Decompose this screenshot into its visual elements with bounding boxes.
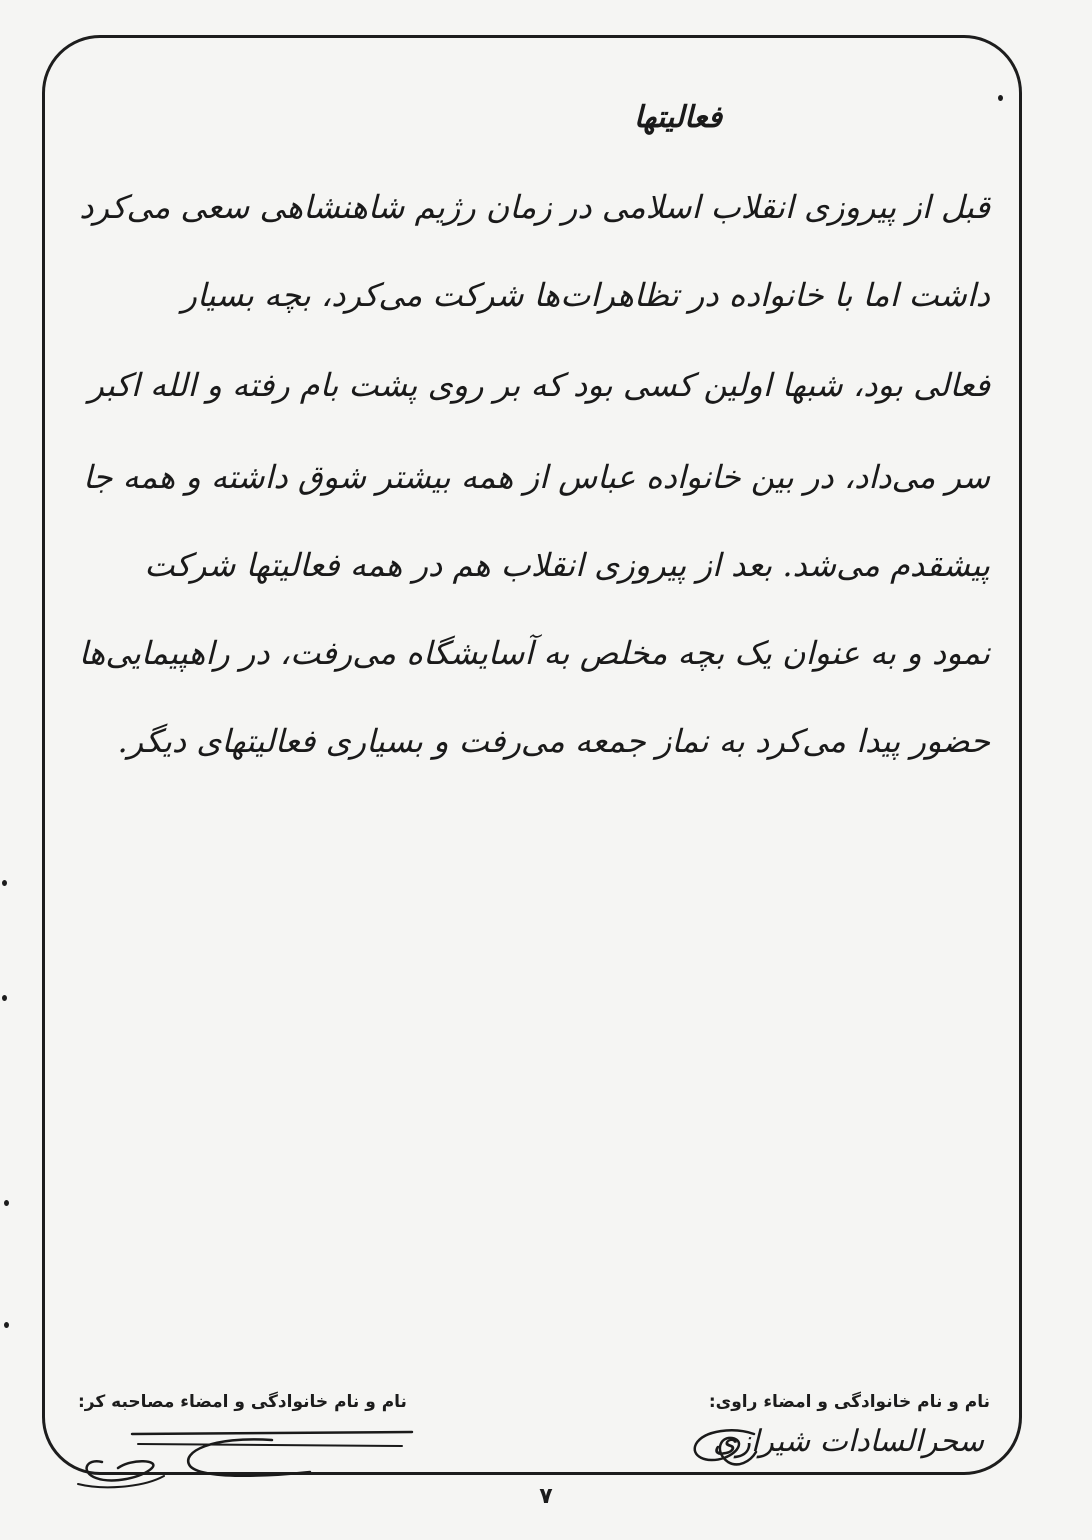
- page-number: ۷: [539, 1484, 553, 1509]
- body-line: فعالی بود، شبها اولین کسی بود که بر روی پشت بام رفته و الله اکبر: [88, 366, 990, 404]
- body-line: قبل از پیروزی انقلاب اسلامی در زمان رژیم شاهنشاهی سعی می‌کرد: [79, 188, 990, 226]
- narrator-signature: [684, 1422, 764, 1472]
- body-line: سر می‌داد، در بین خانواده عباس از همه بیشتر شوق داشته و همه جا: [82, 458, 990, 496]
- page-title: فعالیتها: [633, 100, 723, 135]
- body-line: داشت اما با خانواده در تظاهرات‌ها شرکت می‌کرد، بچه بسیار: [181, 276, 990, 314]
- scan-mark: [2, 880, 7, 886]
- scan-mark: [4, 1200, 9, 1206]
- scan-mark: [2, 995, 7, 1001]
- narrator-name: سحرالسادات شیرازی: [713, 1424, 984, 1459]
- interviewer-label: نام و نام خانوادگی و امضاء مصاحبه کر:: [78, 1392, 407, 1412]
- scan-mark: [4, 1322, 9, 1328]
- handwritten-body: [55, 168, 990, 808]
- body-line: نمود و به عنوان یک بچه مخلص به آسایشگاه می‌رفت، در راهپیمایی‌ها: [78, 634, 990, 672]
- narrator-label: نام و نام خانوادگی و امضاء راوی:: [708, 1392, 990, 1412]
- body-line: حضور پیدا می‌کرد به نماز جمعه می‌رفت و بسیاری فعالیتهای دیگر.: [117, 722, 990, 760]
- body-line: پیشقدم می‌شد. بعد از پیروزی انقلاب هم در همه فعالیتها شرکت: [144, 546, 990, 584]
